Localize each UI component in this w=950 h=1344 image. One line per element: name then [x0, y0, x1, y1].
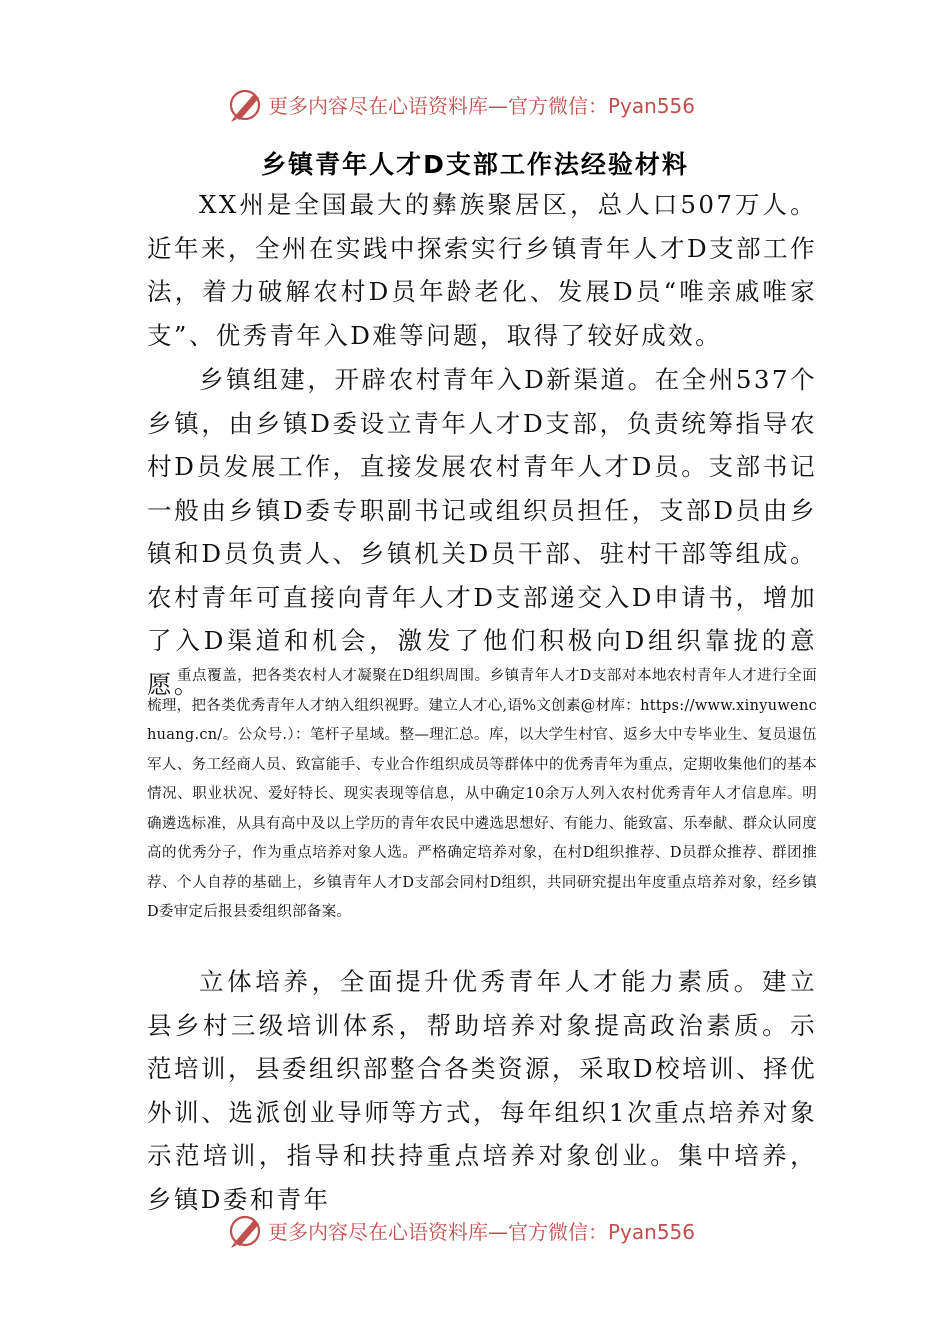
document-title: 乡镇青年人才D支部工作法经验材料	[261, 150, 689, 179]
footer-banner-text: 更多内容尽在心语资料库—官方微信：Pyan556	[268, 1219, 696, 1244]
header-banner-text: 更多内容尽在心语资料库—官方微信：Pyan556	[268, 93, 696, 118]
paragraph-intro: XX州是全国最大的彝族聚居区，总人口507万人。近年来，全州在实践中探索实行乡镇青年人才D支部工作法，着力破解农村D员年龄老化、发展D员“唯亲戚唯家支”、优秀青年入D难等问题，取得了较好成效。	[147, 190, 817, 350]
paragraph-township-setup: 乡镇组建，开辟农村青年入D新渠道。在全州537个乡镇，由乡镇D委设立青年人才D支部，负责统筹指导农村D员发展工作，直接发展农村青年人才D员。支部书记一般由乡镇D委专职副书记或组织员担任，支部D员由乡镇和D员负责人、乡镇机关D员干部、驻村干部等组成。农村青年可直接向青年人才D支部递交入D申请书，增加了入D渠道和机会，激发了他们积极向D组织靠拢的意愿。	[147, 365, 817, 699]
pen-nib-logo-icon	[226, 1210, 266, 1250]
paragraph-training: 立体培养，全面提升优秀青年人才能力素质。建立县乡村三级培训体系，帮助培养对象提高政治素质。示范培训，县委组织部整合各类资源，采取D校培训、择优外训、选派创业导师等方式，每年组织1次重点培养对象示范培训，指导和扶持重点培养对象创业。集中培养，乡镇D委和青年	[147, 967, 817, 1214]
pen-nib-logo-icon	[226, 84, 266, 124]
header-banner	[226, 84, 695, 124]
paragraph-key-coverage: 重点覆盖，把各类农村人才凝聚在D组织周围。乡镇青年人才D支部对本地农村青年人才进行全面梳理，把各类优秀青年人才纳入组织视野。建立人才心,语%文创素@材库：https://www.xinyuwenchuang.cn/。公众号.）：笔杆子星域。整—理汇总。库，以大学生村官、返乡大中专毕业生、复员退伍军人、务工经商人员、致富能手、专业合作组织成员等群体中的优秀青年为重点，定期收集他们的基本情况、职业状况、爱好特长、现实表现等信息，从中确定10余万人列入农村优秀青年人才信息库。明确遴选标准，从具有高中及以上学历的青年农民中遴选思想好、有能力、能致富、乐奉献、群众认同度高的优秀分子，作为重点培养对象人选。严格确定培养对象，在村D组织推荐、D员群众推荐、群团推荐、个人自荐的基础上，乡镇青年人才D支部会同村D组织，共同研究提出年度重点培养对象，经乡镇D委审定后报县委组织部备案。	[147, 668, 817, 920]
footer-banner	[226, 1210, 695, 1250]
